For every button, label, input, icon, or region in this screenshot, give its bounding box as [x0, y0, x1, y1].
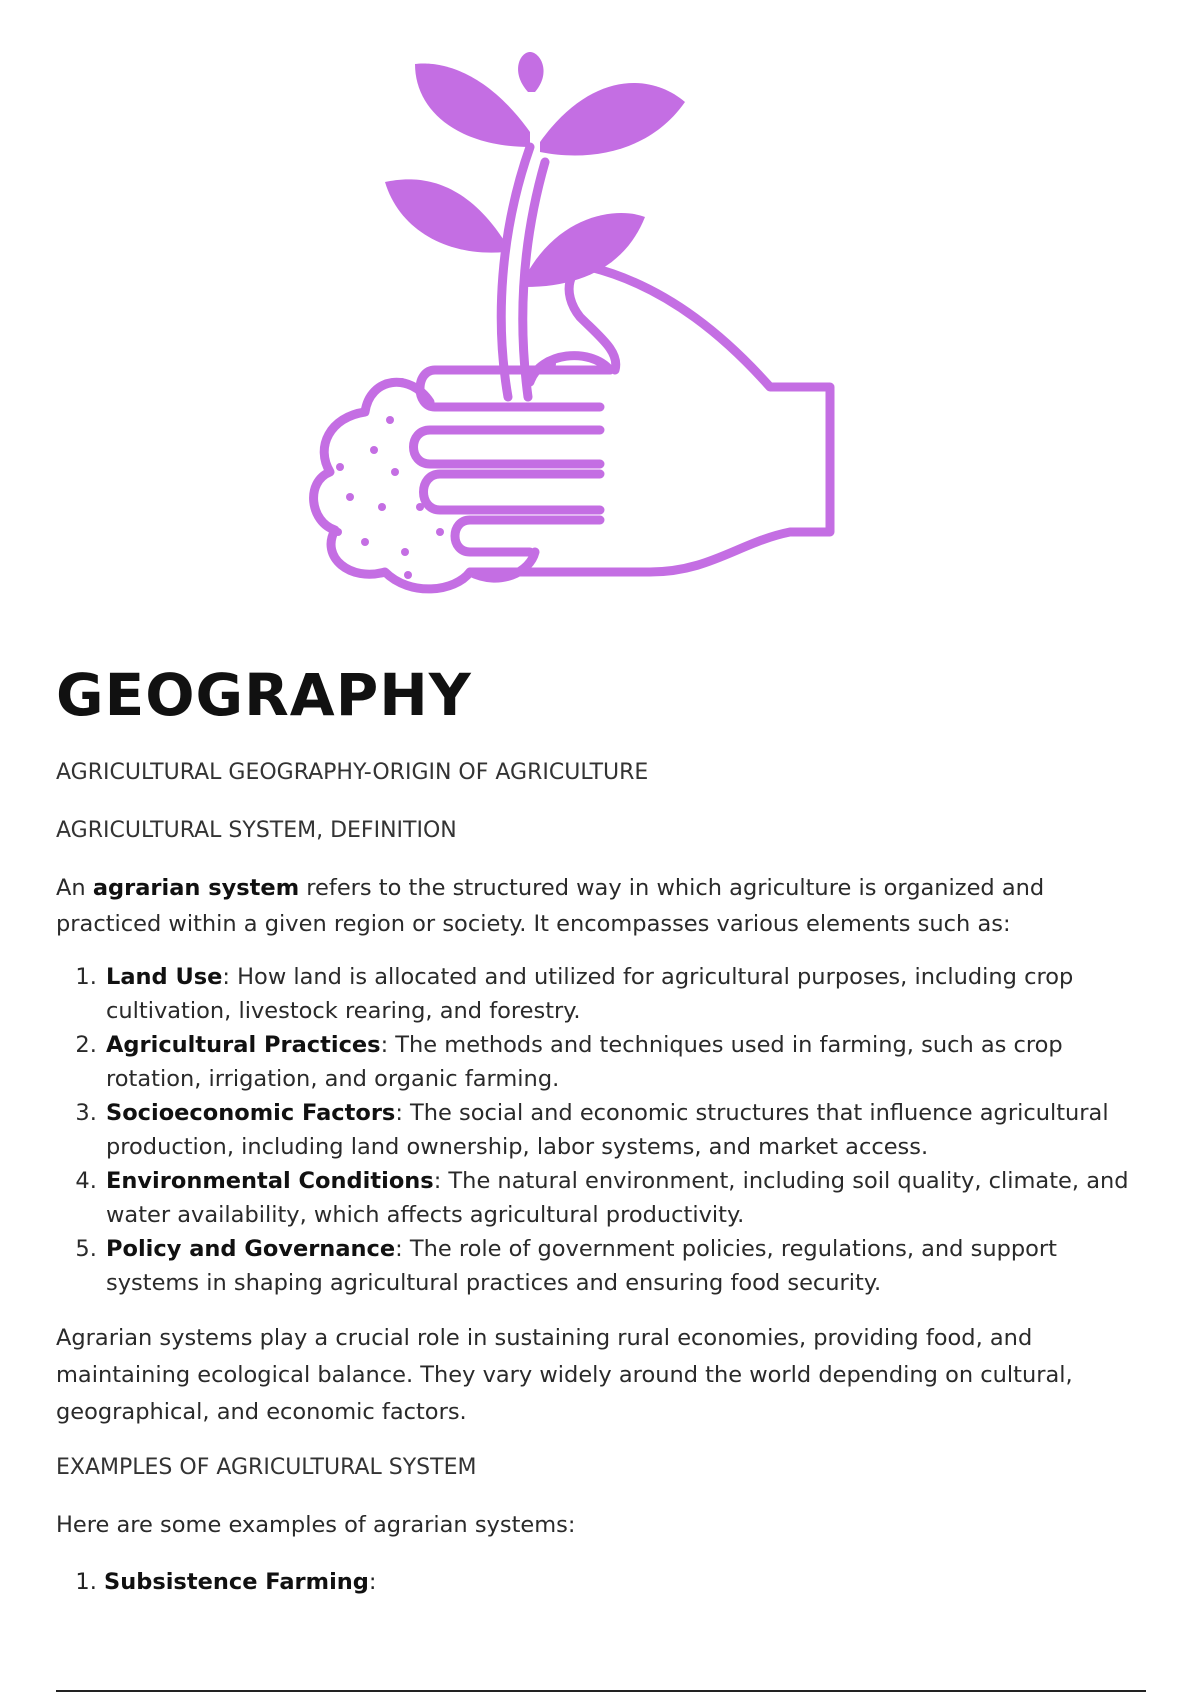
list-item-text: :	[368, 1569, 377, 1595]
list-item-text: : The natural environment, including soil quality, climate, and water availability, which affects agricultural productivity.	[106, 1168, 1129, 1228]
list-item-text: : The methods and techniques used in farming, such as crop rotation, irrigation, and organic farming.	[106, 1032, 1063, 1092]
list-item	[104, 1164, 1146, 1232]
list-item	[104, 1028, 1146, 1096]
list-item-text: : The social and economic structures that influence agricultural production, including land ownership, labor systems, and market access.	[106, 1100, 1109, 1160]
intro-paragraph	[56, 870, 1146, 942]
intro-rest: refers to the structured way in which agriculture is organized and practiced within a given region or society. It encompasses various elements such as:	[56, 875, 1045, 937]
list-item	[104, 1565, 1146, 1599]
list-item-term: Agricultural Practices	[106, 1032, 381, 1058]
list-item-term: Land Use	[106, 964, 223, 990]
list-item	[104, 1232, 1146, 1300]
document-content	[56, 660, 1146, 1599]
list-item	[104, 1096, 1146, 1164]
main-topic-heading: AGRICULTURAL GEOGRAPHY-ORIGIN OF AGRICULTURE	[56, 760, 649, 785]
list-item-term: Socioeconomic Factors	[106, 1100, 396, 1126]
closing-paragraph: Agrarian systems play a crucial role in sustaining rural economies, providing food, and maintaining ecological balance. They vary widely around the world depending on cultural, geographical, and economic factors.	[56, 1325, 1073, 1425]
intro-term: agrarian system	[92, 875, 300, 901]
list-item-text: : How land is allocated and utilized for agricultural purposes, including crop cultivation, livestock rearing, and forestry.	[106, 964, 1074, 1024]
definition-heading: AGRICULTURAL SYSTEM, DEFINITION	[56, 818, 457, 843]
list-item-text: : The role of government policies, regulations, and support systems in shaping agricultural practices and ensuring food security.	[106, 1236, 1057, 1296]
examples-heading: EXAMPLES OF AGRICULTURAL SYSTEM	[56, 1455, 477, 1480]
list-item-term: Subsistence Farming	[104, 1569, 369, 1595]
examples-intro: Here are some examples of agrarian systems:	[56, 1512, 576, 1538]
page-divider	[56, 1690, 1146, 1692]
elements-list	[56, 960, 1146, 1300]
list-item-term: Policy and Governance	[106, 1236, 396, 1262]
list-item-term: Environmental Conditions	[106, 1168, 434, 1194]
page-title: GEOGRAPHY	[56, 661, 472, 729]
hand-holding-sprout-icon	[290, 52, 910, 632]
intro-prefix: An	[56, 875, 93, 901]
examples-list	[56, 1565, 1146, 1599]
list-item	[104, 960, 1146, 1028]
